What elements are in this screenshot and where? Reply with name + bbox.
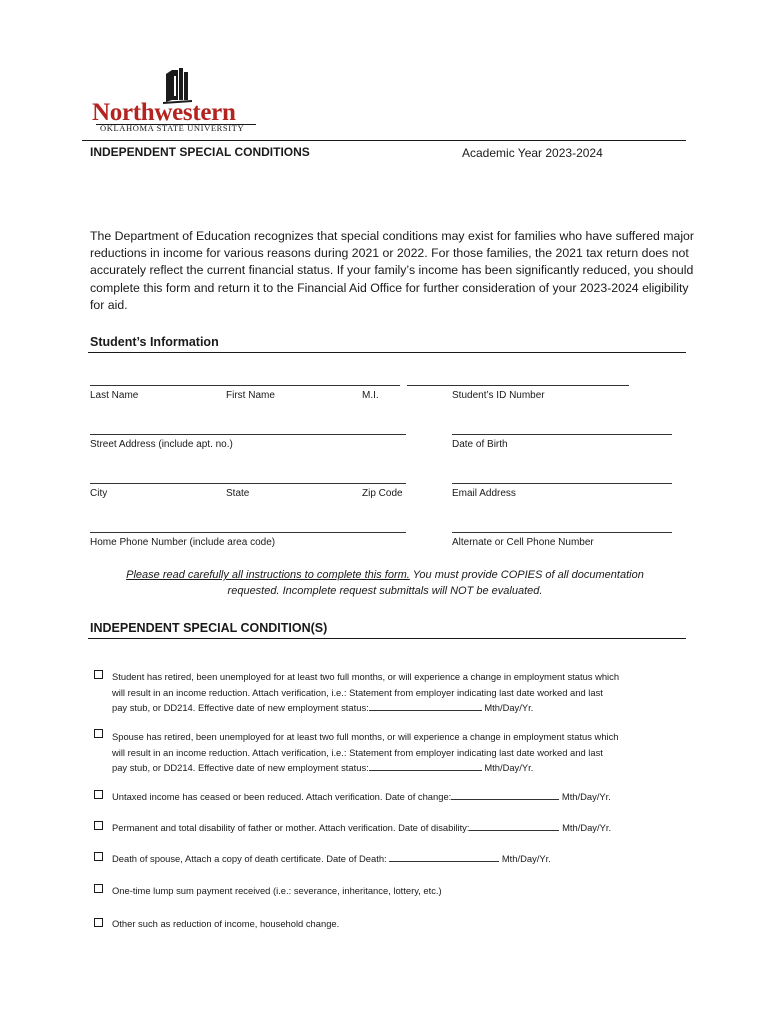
- condition-text: pay stub, or DD214. Effective date of new employment status:: [112, 702, 369, 714]
- death-of-spouse-checkbox[interactable]: [94, 852, 103, 861]
- city-label: City: [90, 488, 108, 499]
- zip-label: Zip Code: [362, 488, 403, 499]
- condition-unit: Mth/Day/Yr.: [481, 702, 534, 714]
- logo-subtitle: OKLAHOMA STATE UNIVERSITY: [100, 123, 245, 133]
- student-id-line[interactable]: [407, 385, 629, 386]
- university-logo: [92, 66, 262, 132]
- student-effective-date-blank[interactable]: [369, 701, 482, 711]
- intro-paragraph: The Department of Education recognizes that special conditions may exist for families who have suffered major reductions in income for various reasons during 2021 or 2022. For those families, the 2021 tax return does not accurately reflect the current financial status. If your family’s income has been significantly reduced, you should complete this form and return it to the Financial Aid Office for further consideration of your 2023-2024 eligibility for aid.: [90, 229, 694, 312]
- last-name-label: Last Name: [90, 390, 139, 401]
- condition-lump-sum: One-time lump sum payment received (i.e.: severance, inheritance, lottery, etc.): [112, 885, 442, 896]
- instructions-rest: You must provide COPIES of all documentation requested. Incomplete request submittals will NOT be evaluated.: [227, 569, 644, 597]
- condition-text: Untaxed income has ceased or been reduced. Attach verification. Date of change:: [112, 791, 452, 802]
- condition-line: [112, 700, 692, 716]
- alt-phone-line[interactable]: [452, 532, 672, 533]
- conditions-rule: [88, 638, 686, 639]
- alt-phone-label: Alternate or Cell Phone Number: [452, 537, 594, 548]
- condition-unit: Mth/Day/Yr.: [559, 791, 611, 802]
- form-title: INDEPENDENT SPECIAL CONDITIONS: [90, 145, 310, 159]
- condition-line: will result in an income reduction. Attach verification, i.e.: Statement from employer indicating last date worked and last: [112, 686, 603, 698]
- dob-line[interactable]: [452, 434, 672, 435]
- condition-unit: Mth/Day/Yr.: [499, 853, 551, 864]
- disability-checkbox[interactable]: [94, 821, 103, 830]
- first-name-label: First Name: [226, 390, 275, 401]
- condition-other: Other such as reduction of income, household change.: [112, 918, 340, 929]
- condition-line: will result in an income reduction. Attach verification, i.e.: Statement from employer indicating last date worked and last: [112, 746, 603, 758]
- spouse-effective-date-blank[interactable]: [369, 761, 482, 771]
- condition-text: Permanent and total disability of father or mother. Attach verification. Date of disability:: [112, 822, 470, 833]
- condition-death-of-spouse: [112, 851, 692, 867]
- condition-text: Death of spouse, Attach a copy of death certificate. Date of Death:: [112, 853, 390, 864]
- logo-name: Northwestern: [92, 99, 236, 126]
- mi-label: M.I.: [362, 390, 379, 401]
- untaxed-income-checkbox[interactable]: [94, 790, 103, 799]
- condition-spouse-retired: [112, 729, 692, 776]
- tower-logo-icon: [158, 64, 198, 104]
- instructions-notice: [100, 568, 670, 599]
- other-checkbox[interactable]: [94, 918, 103, 927]
- student-info-heading: Student’s Information: [90, 335, 219, 349]
- name-line[interactable]: [90, 385, 400, 386]
- conditions-heading: INDEPENDENT SPECIAL CONDITION(S): [90, 621, 328, 635]
- condition-line: Student has retired, been unemployed for at least two full months, or will experience a change in employment status which: [112, 671, 620, 682]
- state-label: State: [226, 488, 250, 499]
- condition-line: Spouse has retired, been unemployed for at least two full months, or will experience a change in employment status which: [112, 731, 619, 742]
- email-label: Email Address: [452, 488, 516, 499]
- lump-sum-checkbox[interactable]: [94, 884, 103, 893]
- condition-line: [112, 760, 692, 776]
- condition-unit: Mth/Day/Yr.: [481, 762, 534, 774]
- student-info-rule: [88, 352, 686, 353]
- academic-year: Academic Year 2023-2024: [462, 146, 603, 160]
- city-state-zip-line[interactable]: [90, 483, 406, 484]
- date-of-disability-blank[interactable]: [469, 821, 559, 831]
- condition-text: pay stub, or DD214. Effective date of new employment status:: [112, 762, 369, 774]
- street-address-line[interactable]: [90, 434, 406, 435]
- header-rule: [82, 140, 686, 141]
- spouse-retired-checkbox[interactable]: [94, 729, 103, 738]
- date-of-death-blank[interactable]: [389, 852, 499, 862]
- student-id-label: Student’s ID Number: [452, 390, 545, 401]
- condition-unit: Mth/Day/Yr.: [559, 822, 612, 833]
- home-phone-line[interactable]: [90, 532, 406, 533]
- condition-student-retired: [112, 669, 692, 716]
- condition-disability: [112, 820, 692, 836]
- condition-untaxed-income: [112, 789, 692, 805]
- dob-label: Date of Birth: [452, 439, 508, 450]
- date-of-change-blank[interactable]: [451, 790, 559, 800]
- email-line[interactable]: [452, 483, 672, 484]
- instructions-underlined: Please read carefully all instructions to complete this form.: [126, 569, 410, 581]
- street-address-label: Street Address (include apt. no.): [90, 439, 233, 450]
- student-retired-checkbox[interactable]: [94, 670, 103, 679]
- home-phone-label: Home Phone Number (include area code): [90, 537, 276, 548]
